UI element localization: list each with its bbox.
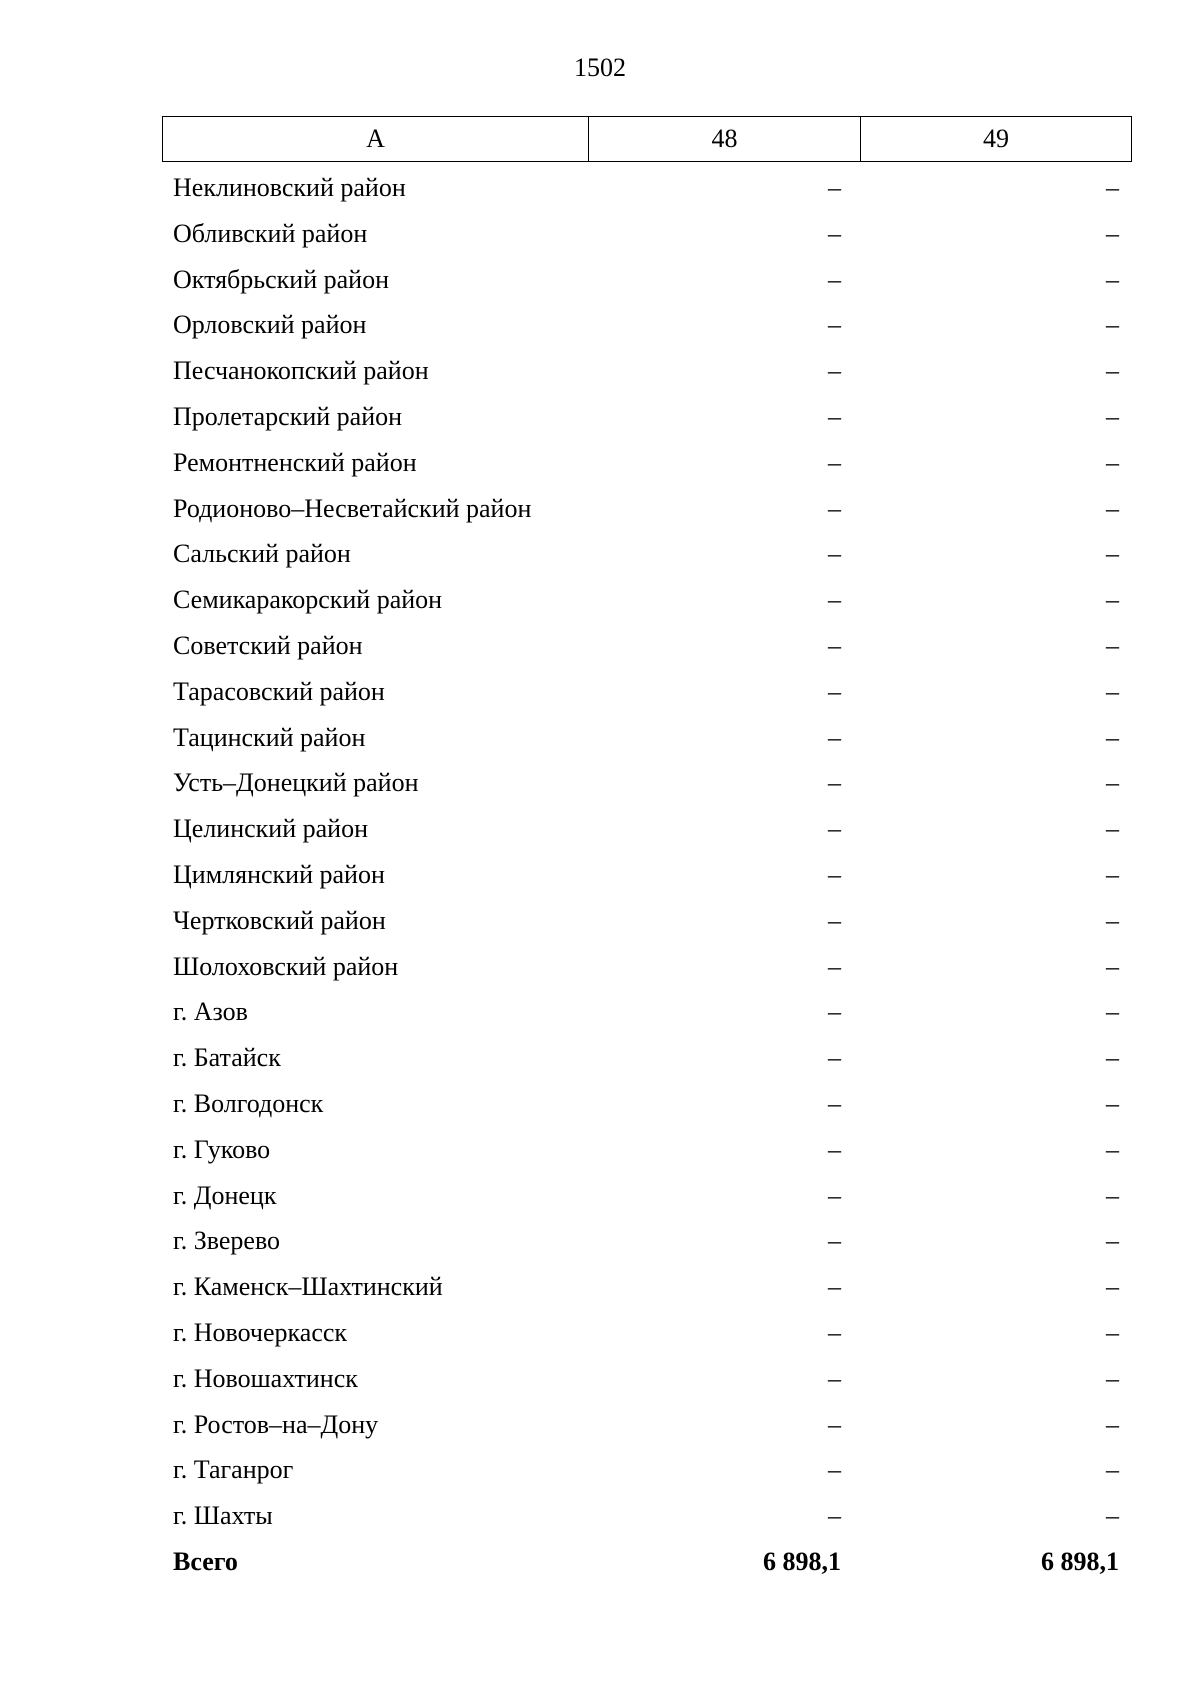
row-value-49: – bbox=[1106, 539, 1119, 569]
row-value-49: – bbox=[1106, 1134, 1119, 1164]
total-value-49: 6 898,1 bbox=[1041, 1546, 1119, 1576]
row-value-49: – bbox=[1106, 630, 1119, 660]
row-name: Тарасовский район bbox=[173, 676, 385, 706]
row-name: г. Шахты bbox=[173, 1501, 273, 1531]
row-name: Родионово–Несветайский район bbox=[173, 493, 532, 523]
row-value-48: – bbox=[828, 859, 841, 889]
row-name: г. Гуково bbox=[173, 1134, 271, 1164]
row-value-49: – bbox=[1106, 1043, 1119, 1073]
row-name: Тацинский район bbox=[173, 722, 366, 752]
row-value-48: – bbox=[828, 1317, 841, 1347]
row-name: Октябрьский район bbox=[173, 264, 389, 294]
row-value-49: – bbox=[1106, 1317, 1119, 1347]
row-value-48: – bbox=[828, 173, 841, 202]
row-value-48: – bbox=[828, 401, 841, 431]
table-row bbox=[162, 1310, 1131, 1356]
row-value-49: – bbox=[1106, 218, 1119, 248]
row-name: г. Донецк bbox=[173, 1180, 277, 1210]
row-name: Сальский район bbox=[173, 539, 351, 569]
row-value-49: – bbox=[1106, 1180, 1119, 1210]
row-value-48: – bbox=[828, 1272, 841, 1302]
table-row bbox=[162, 760, 1131, 806]
table-row bbox=[162, 669, 1131, 715]
row-name: г. Новошахтинск bbox=[173, 1363, 358, 1393]
table-row bbox=[162, 211, 1131, 257]
table-row bbox=[162, 1218, 1131, 1264]
row-name: Песчанокопский район bbox=[173, 356, 429, 386]
row-name: Чертковский район bbox=[173, 905, 386, 935]
row-value-48: – bbox=[828, 493, 841, 523]
table-row bbox=[162, 531, 1131, 577]
header-col-48: 48 bbox=[589, 117, 861, 162]
row-value-48: – bbox=[828, 676, 841, 706]
row-value-49: – bbox=[1106, 814, 1119, 844]
table-header bbox=[162, 116, 1132, 162]
table-row bbox=[162, 257, 1131, 303]
row-value-49: – bbox=[1106, 585, 1119, 615]
row-value-48: – bbox=[828, 1088, 841, 1118]
table-row bbox=[162, 440, 1131, 486]
table-row bbox=[162, 715, 1131, 761]
row-value-49: – bbox=[1106, 768, 1119, 798]
row-value-49: – bbox=[1106, 356, 1119, 386]
row-value-48: – bbox=[828, 997, 841, 1027]
row-name: Обливский район bbox=[173, 218, 368, 248]
table-row bbox=[162, 623, 1131, 669]
row-value-49: – bbox=[1106, 905, 1119, 935]
row-value-48: – bbox=[828, 264, 841, 294]
row-name: г. Азов bbox=[173, 997, 248, 1027]
row-name: Ремонтненский район bbox=[173, 447, 417, 477]
row-value-49: – bbox=[1106, 859, 1119, 889]
row-value-49: – bbox=[1106, 447, 1119, 477]
row-name: Целинский район bbox=[173, 814, 368, 844]
row-name: Неклиновский район bbox=[173, 173, 406, 202]
row-value-49: – bbox=[1106, 1272, 1119, 1302]
row-value-48: – bbox=[828, 905, 841, 935]
row-value-49: – bbox=[1106, 1363, 1119, 1393]
table-row bbox=[162, 1127, 1131, 1173]
row-value-48: – bbox=[828, 356, 841, 386]
row-name: Цимлянский район bbox=[173, 859, 385, 889]
row-value-49: – bbox=[1106, 1501, 1119, 1531]
row-name: г. Батайск bbox=[173, 1043, 281, 1073]
row-value-48: – bbox=[828, 539, 841, 569]
table-row bbox=[162, 944, 1131, 990]
row-name: Пролетарский район bbox=[173, 401, 403, 431]
row-value-48: – bbox=[828, 1409, 841, 1439]
row-value-48: – bbox=[828, 1363, 841, 1393]
table-row bbox=[162, 1356, 1131, 1402]
row-value-49: – bbox=[1106, 1088, 1119, 1118]
table-row bbox=[162, 577, 1131, 623]
row-value-49: – bbox=[1106, 401, 1119, 431]
table-row bbox=[162, 165, 1131, 211]
table-row bbox=[162, 1402, 1131, 1448]
header-col-a: А bbox=[163, 117, 589, 162]
row-value-49: – bbox=[1106, 951, 1119, 981]
header-row bbox=[163, 117, 1132, 162]
row-name: г. Волгодонск bbox=[173, 1088, 324, 1118]
row-value-48: – bbox=[828, 722, 841, 752]
table-row bbox=[162, 486, 1131, 532]
table-row bbox=[162, 852, 1131, 898]
table-row bbox=[162, 302, 1131, 348]
table-row bbox=[162, 898, 1131, 944]
row-value-49: – bbox=[1106, 310, 1119, 340]
row-value-48: – bbox=[828, 585, 841, 615]
row-name: г. Новочеркасск bbox=[173, 1317, 348, 1347]
table-row bbox=[162, 394, 1131, 440]
row-value-48: – bbox=[828, 768, 841, 798]
row-value-49: – bbox=[1106, 1409, 1119, 1439]
row-name: Усть–Донецкий район bbox=[173, 768, 419, 798]
table-row bbox=[162, 1493, 1131, 1539]
row-name: Орловский район bbox=[173, 310, 367, 340]
row-value-48: – bbox=[828, 1455, 841, 1485]
total-label: Всего bbox=[173, 1546, 238, 1576]
table-row bbox=[162, 1035, 1131, 1081]
table-body bbox=[162, 165, 1131, 1585]
row-value-48: – bbox=[828, 1134, 841, 1164]
table-row bbox=[162, 1264, 1131, 1310]
row-value-49: – bbox=[1106, 493, 1119, 523]
row-value-49: – bbox=[1106, 1226, 1119, 1256]
row-value-49: – bbox=[1106, 1455, 1119, 1485]
table-row bbox=[162, 348, 1131, 394]
row-name: Шолоховский район bbox=[173, 951, 399, 981]
table-row bbox=[162, 989, 1131, 1035]
total-row bbox=[162, 1539, 1131, 1585]
row-value-48: – bbox=[828, 310, 841, 340]
row-value-49: – bbox=[1106, 997, 1119, 1027]
row-value-49: – bbox=[1106, 676, 1119, 706]
row-value-48: – bbox=[828, 447, 841, 477]
row-value-49: – bbox=[1106, 722, 1119, 752]
row-name: г. Каменск–Шахтинский bbox=[173, 1272, 443, 1302]
row-name: г. Таганрог bbox=[173, 1455, 294, 1485]
table-row bbox=[162, 1447, 1131, 1493]
row-value-48: – bbox=[828, 630, 841, 660]
row-value-48: – bbox=[828, 1180, 841, 1210]
row-value-48: – bbox=[828, 218, 841, 248]
row-name: Семикаракорский район bbox=[173, 585, 443, 615]
table-row bbox=[162, 1081, 1131, 1127]
header-col-49: 49 bbox=[861, 117, 1132, 162]
row-name: Советский район bbox=[173, 630, 363, 660]
total-value-48: 6 898,1 bbox=[763, 1546, 841, 1576]
table-row bbox=[162, 806, 1131, 852]
page-number: 1502 bbox=[574, 53, 626, 82]
row-name: г. Ростов–на–Дону bbox=[173, 1409, 379, 1439]
row-name: г. Зверево bbox=[173, 1226, 281, 1256]
row-value-48: – bbox=[828, 814, 841, 844]
row-value-48: – bbox=[828, 1043, 841, 1073]
row-value-48: – bbox=[828, 1226, 841, 1256]
row-value-49: – bbox=[1106, 173, 1119, 202]
row-value-49: – bbox=[1106, 264, 1119, 294]
row-value-48: – bbox=[828, 1501, 841, 1531]
table-row bbox=[162, 1173, 1131, 1219]
row-value-48: – bbox=[828, 951, 841, 981]
